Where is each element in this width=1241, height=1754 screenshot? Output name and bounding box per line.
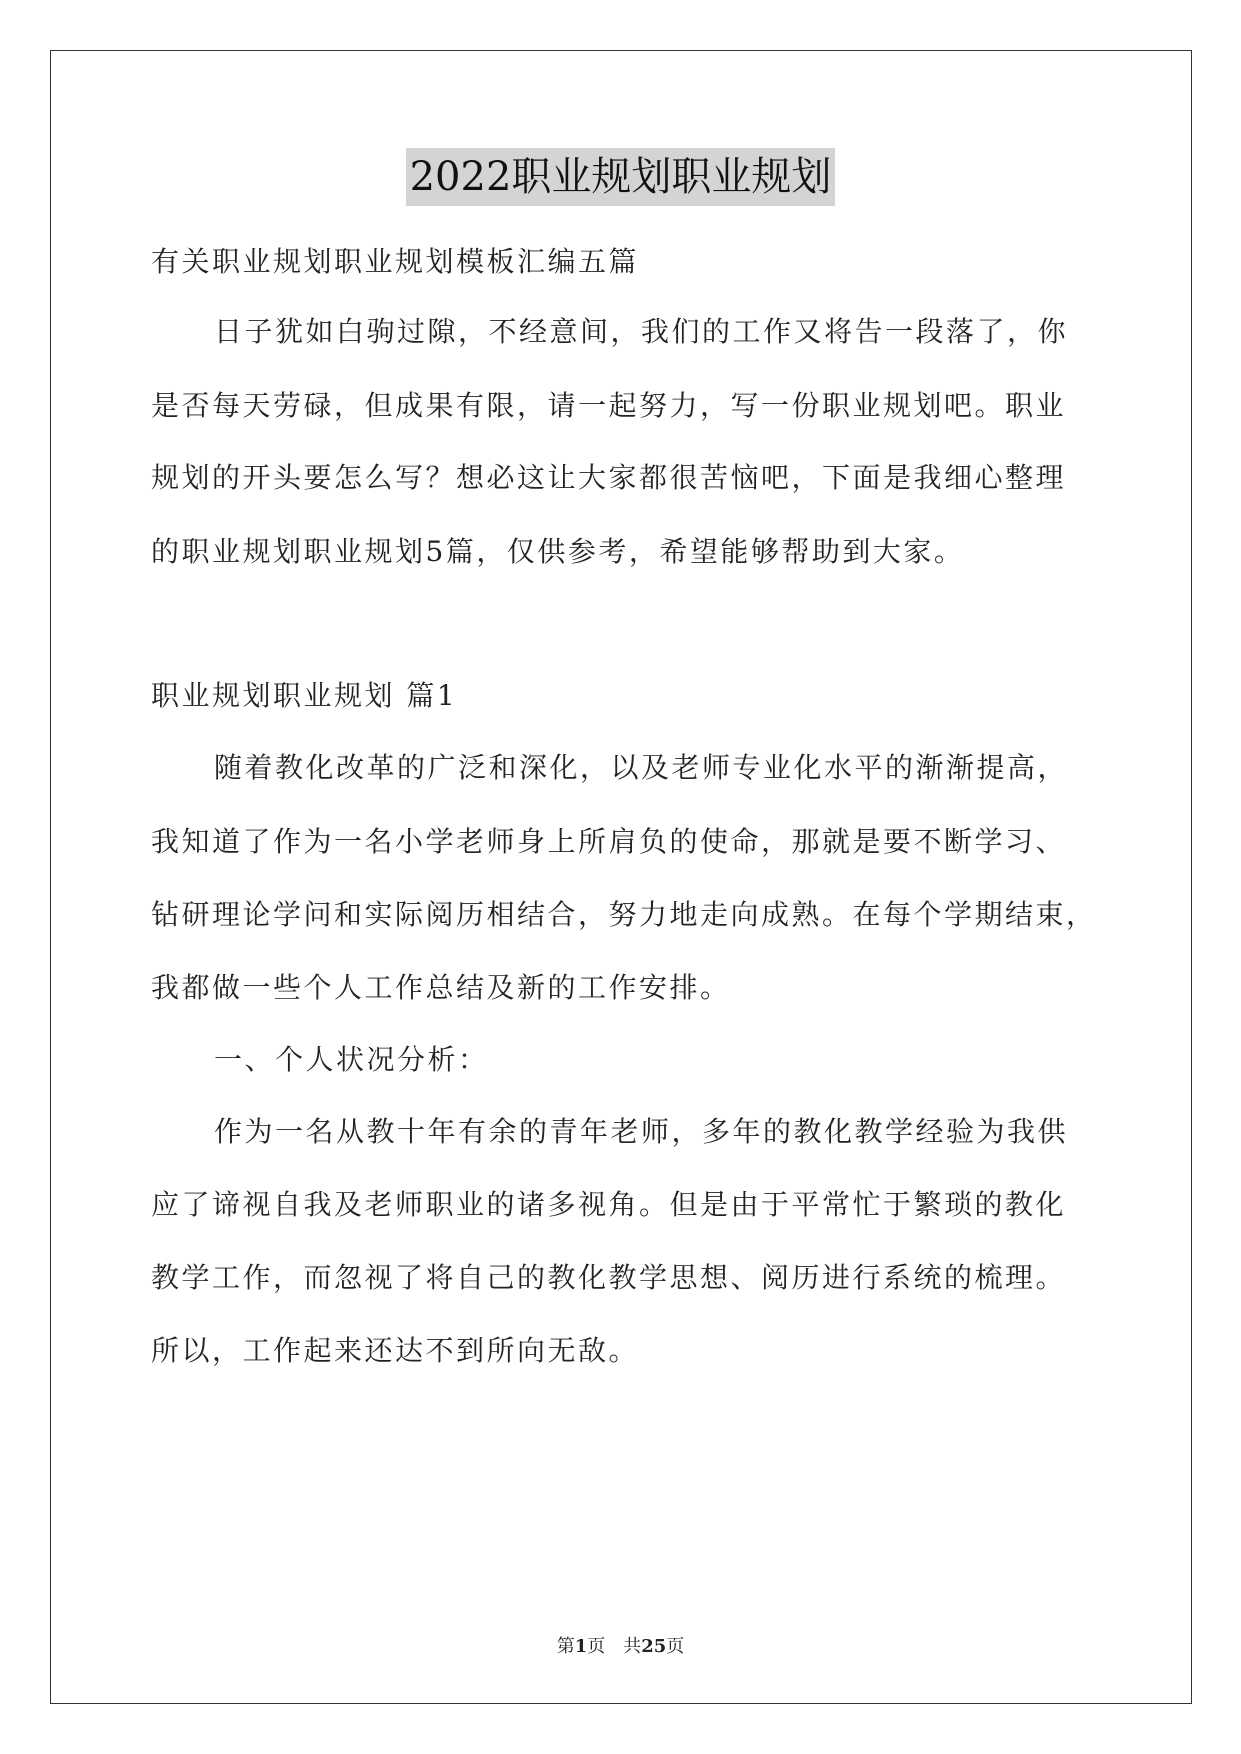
intro-line-4: 的职业规划职业规划5篇，仅供参考，希望能够帮助到大家。 (151, 535, 965, 568)
para1-line-3: 钻研理论学问和实际阅历相结合，努力地走向成熟。在每个学期结束， (151, 898, 1097, 931)
footer-total-pages: 25 (641, 1636, 667, 1657)
para1-line-2: 我知道了作为一名小学老师身上所肩负的使命，那就是要不断学习、 (151, 825, 1067, 858)
title-container (0, 148, 1241, 206)
section-heading: 职业规划职业规划 篇1 (151, 679, 458, 712)
para2-line-4: 所以，工作起来还达不到所向无敌。 (151, 1334, 640, 1367)
page-footer (0, 1632, 1241, 1658)
footer-suffix: 页 (666, 1636, 685, 1657)
para1-line-1: 随着教化改革的广泛和深化，以及老师专业化水平的渐渐提高， (214, 751, 1069, 784)
intro-line-3: 规划的开头要怎么写？想必这让大家都很苦恼吧，下面是我细心整理 (151, 461, 1067, 494)
para2-line-2: 应了谛视自我及老师职业的诸多视角。但是由于平常忙于繁琐的教化 (151, 1188, 1067, 1221)
para1-line-4: 我都做一些个人工作总结及新的工作安排。 (151, 971, 731, 1004)
subheading: 一、个人状况分析： (214, 1043, 489, 1076)
intro-line-1: 日子犹如白驹过隙，不经意间，我们的工作又将告一段落了，你 (214, 315, 1069, 348)
footer-prefix: 第 (556, 1636, 575, 1657)
intro-line-2: 是否每天劳碌，但成果有限，请一起努力，写一份职业规划吧。职业 (151, 389, 1067, 422)
document-subtitle: 有关职业规划职业规划模板汇编五篇 (151, 245, 640, 278)
para2-line-3: 教学工作，而忽视了将自己的教化教学思想、阅历进行系统的梳理。 (151, 1261, 1067, 1294)
para2-line-1: 作为一名从教十年有余的青年老师，多年的教化教学经验为我供 (214, 1115, 1069, 1148)
footer-mid: 页 共 (587, 1636, 642, 1657)
footer-page-number: 1 (574, 1636, 588, 1657)
page-border (50, 50, 1192, 1704)
document-title: 2022职业规划职业规划 (406, 148, 836, 206)
